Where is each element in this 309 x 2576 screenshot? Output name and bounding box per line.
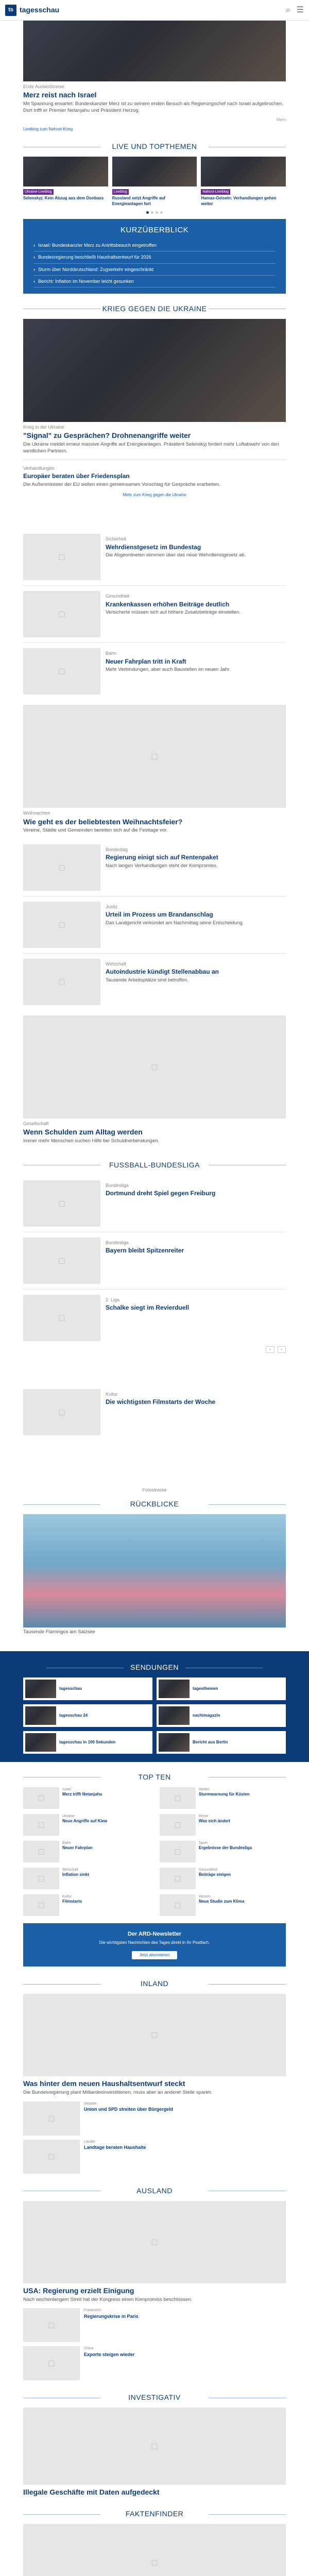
hero-kicker: Erste Auslandsreise xyxy=(23,84,64,89)
list-item[interactable] xyxy=(23,1238,286,1284)
sendung-image xyxy=(25,1680,56,1698)
hero-title[interactable]: Merz reist nach Israel xyxy=(23,91,97,99)
sendung-label: tagesthemen xyxy=(193,1686,218,1691)
sendung-card[interactable] xyxy=(157,1677,286,1700)
list-item-teaser: Versicherte müssen sich auf höhere Zusatzbeiträge einstellen. xyxy=(106,609,241,616)
inland-heading: INLAND xyxy=(0,1974,309,1994)
feature2-title[interactable]: Wenn Schulden zum Alltag werden xyxy=(23,1128,143,1137)
topten-title: Inflation sinkt xyxy=(62,1872,89,1877)
ausland-heading: AUSLAND xyxy=(0,2181,309,2201)
topten-title: Sturmwarnung für Küsten xyxy=(199,1792,250,1797)
list-item-kicker: Justiz xyxy=(106,904,118,910)
investigativ-heading: INVESTIGATIV xyxy=(0,2387,309,2408)
kurzueberblick-item[interactable]: › Israel: Bundeskanzler Merz zu Antrittsbesuch eingetroffen xyxy=(33,240,276,251)
topten-item[interactable] xyxy=(23,1868,149,1889)
ukraine-image[interactable] xyxy=(23,319,286,422)
inland-image[interactable]: □ xyxy=(23,1994,286,2076)
topten-image: □ xyxy=(160,1814,196,1836)
inland-side-item[interactable] xyxy=(23,2140,286,2174)
sendung-label: tagesschau xyxy=(59,1686,82,1691)
ausland-image[interactable]: □ xyxy=(23,2201,286,2283)
topten-item[interactable] xyxy=(23,1814,149,1836)
topten-title: Neue Studie zum Klima xyxy=(199,1899,245,1904)
topten-kicker: Gesundheit xyxy=(199,1868,217,1872)
kurzueberblick-item[interactable]: › Bundesregierung beschließt Haushaltsentwurf für 2026 xyxy=(33,251,276,263)
topthemen-item[interactable] xyxy=(23,157,108,207)
list-item-title: Wehrdienstgesetz im Bundestag xyxy=(106,543,201,551)
list-item-kicker: Sicherheit xyxy=(106,536,127,542)
list-item-image: □ xyxy=(23,591,100,637)
list-item-title: Krankenkassen erhöhen Beiträge deutlich xyxy=(106,600,230,608)
sendung-image xyxy=(159,1733,190,1752)
list-item[interactable] xyxy=(23,844,286,891)
topten-kicker: Bahn xyxy=(62,1841,71,1845)
list-item-kicker: Gesundheit xyxy=(106,594,130,599)
investigativ-title[interactable]: Illegale Geschäfte mit Daten aufgedeckt xyxy=(23,2488,160,2497)
topthemen-item[interactable] xyxy=(112,157,197,207)
list-item-image: □ xyxy=(23,959,100,1005)
ukraine-item2-kicker: Verhandlungen xyxy=(23,466,55,471)
ukraine-item2-title[interactable]: Europäer beraten über Friedensplan xyxy=(23,472,130,480)
list-item-image: □ xyxy=(23,1238,100,1284)
list-item[interactable] xyxy=(23,648,286,694)
topthemen-image xyxy=(112,157,197,187)
sendung-label: tagesschau in 100 Sekunden xyxy=(59,1739,116,1744)
sendung-label: Bericht aus Berlin xyxy=(193,1739,228,1744)
kurzueberblick-box xyxy=(23,219,286,294)
prev-button[interactable]: ‹ xyxy=(266,1346,274,1353)
sendung-card[interactable] xyxy=(23,1704,152,1727)
list-item-teaser: Tausende Arbeitsplätze sind betroffen. xyxy=(106,977,188,983)
topten-title: Merz trifft Netanjahu xyxy=(62,1792,102,1797)
list-item-image: □ xyxy=(23,1180,100,1227)
topthemen-image xyxy=(23,157,108,187)
ausland-side-item[interactable] xyxy=(23,2308,286,2342)
side-image: □ xyxy=(23,2140,80,2174)
topten-title: Neuer Fahrplan xyxy=(62,1845,93,1851)
list-item-title: Autoindustrie kündigt Stellenabbau an xyxy=(106,968,219,976)
list-item-title: Bayern bleibt Spitzenreiter xyxy=(106,1247,184,1255)
topten-kicker: Ukraine xyxy=(62,1814,75,1818)
list-item-image: □ xyxy=(23,844,100,891)
logo-text: tagesschau xyxy=(20,6,60,14)
topten-title: Beiträge steigen xyxy=(199,1872,231,1877)
hero-teaser: Mit Spannung erwartet: Bundeskanzler Merz ist zu seinem ersten Besuch als Regierungschef nach Israel aufgebrochen. Dort trifft er Premier Netanjahu und Präsident Herzog. xyxy=(23,100,284,113)
inland-title[interactable]: Was hinter dem neuen Haushaltsentwurf steckt xyxy=(23,2079,185,2088)
topthemen-tag: Liveblog xyxy=(112,189,129,195)
kurzueberblick-item[interactable]: › Bericht: Inflation im November leicht gesunken xyxy=(33,276,276,287)
feature-kicker: Weihnachten xyxy=(23,810,50,816)
topten-title: Ergebnisse der Bundesliga xyxy=(199,1845,252,1851)
topten-kicker: Israel xyxy=(62,1787,72,1791)
list-item-title: Schalke siegt im Revierduell xyxy=(106,1304,190,1312)
sendung-label: nachtmagazin xyxy=(193,1713,220,1718)
list-item-teaser: Nach langen Verhandlungen steht der Kompromiss. xyxy=(106,862,218,869)
list-item-teaser: Die Abgeordneten stimmen über das neue Wehrdienstgesetz ab. xyxy=(106,552,246,558)
ukraine-title[interactable]: "Signal" zu Gesprächen? Drohnenangriffe weiter xyxy=(23,431,191,439)
list-item[interactable] xyxy=(23,534,286,580)
hero-more-link[interactable]: Mehr xyxy=(276,117,286,122)
side-title: Landtage beraten Haushalte xyxy=(84,2145,146,2150)
side-title: Exporte steigen wieder xyxy=(84,2351,135,2357)
search-icon[interactable]: ⌕ xyxy=(285,5,290,14)
topthemen-caption: Russland setzt Angriffe auf Energieanlagen fort xyxy=(112,196,165,207)
faktenfinder-heading: FAKTENFINDER xyxy=(0,2504,309,2524)
inland-side-item[interactable] xyxy=(23,2102,286,2136)
ausland-title[interactable]: USA: Regierung erzielt Einigung xyxy=(23,2286,134,2295)
rueck-caption: Tausende Flamingos am Salzsee xyxy=(23,1629,95,1635)
ausland-side-item[interactable] xyxy=(23,2346,286,2380)
site-header xyxy=(0,0,309,21)
topten-image: □ xyxy=(23,1894,59,1916)
sendungen-heading: SENDUNGEN xyxy=(23,1657,286,1677)
carousel-dots[interactable] xyxy=(0,211,309,214)
hero-image[interactable] xyxy=(23,21,286,81)
list-item-title: Dortmund dreht Spiel gegen Freiburg xyxy=(106,1190,216,1197)
rueck-image[interactable] xyxy=(23,1514,286,1628)
rueck-label: Fotostrecke xyxy=(142,1487,167,1493)
topten-image: □ xyxy=(23,1841,59,1862)
side-kicker: China xyxy=(84,2347,94,2351)
topthemen-tag: Nahost-Liveblog xyxy=(201,189,230,195)
topten-image: □ xyxy=(160,1841,196,1862)
topten-kicker: Sport xyxy=(199,1841,208,1845)
sendung-image xyxy=(25,1706,56,1725)
topten-image: □ xyxy=(23,1787,59,1809)
kurzueberblick-item[interactable]: › Sturm über Norddeutschland: Zugverkehr eingeschränkt xyxy=(33,264,276,276)
topten-item[interactable] xyxy=(160,1787,286,1809)
topten-item[interactable] xyxy=(160,1868,286,1889)
topten-title: Filmstarts xyxy=(62,1899,82,1904)
newsletter-box xyxy=(23,1923,286,1967)
list-item-image: □ xyxy=(23,534,100,580)
list-item-teaser: Mehr Verbindungen, aber auch Baustellen im neuen Jahr. xyxy=(106,667,231,673)
list-item-image: □ xyxy=(23,1389,100,1435)
topten-kicker: Wirtschaft xyxy=(62,1868,79,1872)
feature2-kicker: Gesellschaft xyxy=(23,1121,49,1127)
topten-image: □ xyxy=(160,1787,196,1809)
side-kicker: Frankreich xyxy=(84,2309,101,2313)
next-button[interactable]: › xyxy=(278,1346,286,1353)
list-item-kicker: Bahn xyxy=(106,651,117,656)
topten-item[interactable] xyxy=(23,1787,149,1809)
side-image: □ xyxy=(23,2308,80,2342)
side-title: Regierungskrise in Paris xyxy=(84,2313,139,2319)
sendung-card[interactable] xyxy=(23,1677,152,1700)
topten-item[interactable] xyxy=(160,1894,286,1916)
topten-title: Was sich ändert xyxy=(199,1819,231,1824)
list-item-kicker: Wirtschaft xyxy=(106,961,127,967)
ukraine-kicker: Krieg in der Ukraine xyxy=(23,424,64,430)
list-item-image: □ xyxy=(23,1295,100,1341)
bundesliga-heading: FUSSBALL-BUNDESLIGA xyxy=(0,1155,309,1175)
side-image: □ xyxy=(23,2346,80,2380)
list-item-image: □ xyxy=(23,648,100,694)
list-item[interactable] xyxy=(23,1295,286,1341)
sendung-image xyxy=(159,1706,190,1725)
list-item-kicker: Bundesliga xyxy=(106,1182,129,1188)
topten-title: Neue Angriffe auf Kiew xyxy=(62,1819,108,1824)
inland-teaser: Die Bundesregierung plant Milliardeninvestitionen, muss aber an anderer Stelle sparen. xyxy=(23,2090,213,2096)
list-item[interactable] xyxy=(23,1180,286,1227)
topten-item[interactable] xyxy=(160,1841,286,1862)
rueck-heading: RÜCKBLICKE xyxy=(0,1494,309,1514)
list-item-title: Die wichtigsten Filmstarts der Woche xyxy=(106,1398,216,1406)
topten-item[interactable] xyxy=(23,1841,149,1862)
topten-kicker: Rente xyxy=(199,1814,209,1818)
topten-image: □ xyxy=(160,1894,196,1916)
sendungen-section xyxy=(0,1651,309,1762)
logo[interactable] xyxy=(5,5,59,16)
feature-teaser: Vereine, Städte und Gemeinden bereiten sich auf die Festtage vor. xyxy=(23,827,168,834)
menu-icon[interactable]: ☰ xyxy=(296,5,304,14)
list-item-title: Neuer Fahrplan tritt in Kraft xyxy=(106,657,186,665)
topten-image: □ xyxy=(160,1868,196,1889)
list-item-image: □ xyxy=(23,902,100,948)
live-line[interactable]: Liveblog zum Nahost-Krieg xyxy=(23,127,73,132)
faktenfinder-image[interactable]: □ xyxy=(23,2524,286,2576)
topten-item[interactable] xyxy=(160,1814,286,1836)
list-item-title: Urteil im Prozess um Brandanschlag xyxy=(106,911,213,919)
sendung-card[interactable] xyxy=(157,1731,286,1754)
ukraine-teaser: Die Ukraine meldet erneut massive Angriffe auf Energieanlagen. Präsident Selenskyj fordert mehr Luftabwehr von den westlichen Partnern. xyxy=(23,441,279,454)
newsletter-button[interactable]: Jetzt abonnieren xyxy=(132,1951,177,1960)
ausland-teaser: Nach wochenlangem Streit hat der Kongress einen Kompromiss beschlossen. xyxy=(23,2296,192,2302)
list-item-kicker: Bundestag xyxy=(106,847,128,853)
sendung-card[interactable] xyxy=(157,1704,286,1727)
list-item-kicker: 2. Liga xyxy=(106,1297,120,1302)
side-kicker: Länder xyxy=(84,2140,95,2144)
feature2-image[interactable]: □ xyxy=(23,1015,286,1118)
list-item-kicker: Bundesliga xyxy=(106,1240,129,1245)
feature-title[interactable]: Wie geht es der beliebtesten Weihnachtsfeier? xyxy=(23,817,183,826)
sendung-label: tagesschau 24 xyxy=(59,1713,88,1718)
topten-kicker: Wissen xyxy=(199,1894,211,1899)
sendung-image xyxy=(25,1733,56,1752)
newsletter-desc: Die wichtigsten Nachrichten des Tages direkt in Ihr Postfach. xyxy=(99,1940,210,1945)
list-item-kicker: Kultur xyxy=(106,1392,118,1397)
topten-kicker: Wetter xyxy=(199,1787,210,1791)
newsletter-title: Der ARD-Newsletter xyxy=(127,1930,182,1937)
topthemen-caption: Hamas-Geiseln: Verhandlungen gehen weiter xyxy=(201,196,277,207)
topten-kicker: Kultur xyxy=(62,1894,72,1899)
topthemen-image xyxy=(201,157,286,187)
ukraine-item2-teaser: Die Außenminister der EU wollen einen gemeinsamen Vorschlag für Gespräche erarbeiten. xyxy=(23,481,220,487)
list-item-title: Regierung einigt sich auf Rentenpaket xyxy=(106,854,218,861)
kurzueberblick-title: KURZÜBERBLICK xyxy=(120,226,189,235)
topthemen-item[interactable] xyxy=(201,157,286,207)
feature-image[interactable]: □ xyxy=(23,705,286,808)
topthemen-tag: Ukraine-Liveblog xyxy=(23,189,54,195)
side-title: Union und SPD streiten über Bürgergeld xyxy=(84,2107,174,2112)
list-item-teaser: Das Landgericht verkündet am Nachmittag seine Entscheidung. xyxy=(106,920,244,926)
topten-heading: TOP TEN xyxy=(0,1767,309,1787)
topthemen-caption: Selenskyj: Kein Abzug aus dem Donbass xyxy=(23,196,104,201)
list-item[interactable] xyxy=(23,591,286,637)
feature2-teaser: Immer mehr Menschen suchen Hilfe bei Schuldnerberatungen. xyxy=(23,1138,160,1144)
topten-image: □ xyxy=(23,1814,59,1836)
list-item[interactable] xyxy=(23,959,286,1005)
sendung-image xyxy=(159,1680,190,1698)
ukraine-heading: KRIEG GEGEN DIE UKRAINE xyxy=(0,299,309,319)
topthemen-heading: LIVE UND TOPTHEMEN xyxy=(0,137,309,157)
topten-item[interactable] xyxy=(23,1894,149,1916)
logo-mark: ts xyxy=(5,5,16,16)
side-kicker: Debatte xyxy=(84,2102,97,2106)
sendung-card[interactable] xyxy=(23,1731,152,1754)
ukraine-more-link[interactable]: Mehr zum Krieg gegen die Ukraine xyxy=(123,492,186,497)
side-image: □ xyxy=(23,2102,80,2136)
list-item[interactable] xyxy=(23,1389,286,1435)
list-item[interactable] xyxy=(23,902,286,948)
topten-image: □ xyxy=(23,1868,59,1889)
investigativ-image[interactable]: □ xyxy=(23,2408,286,2485)
